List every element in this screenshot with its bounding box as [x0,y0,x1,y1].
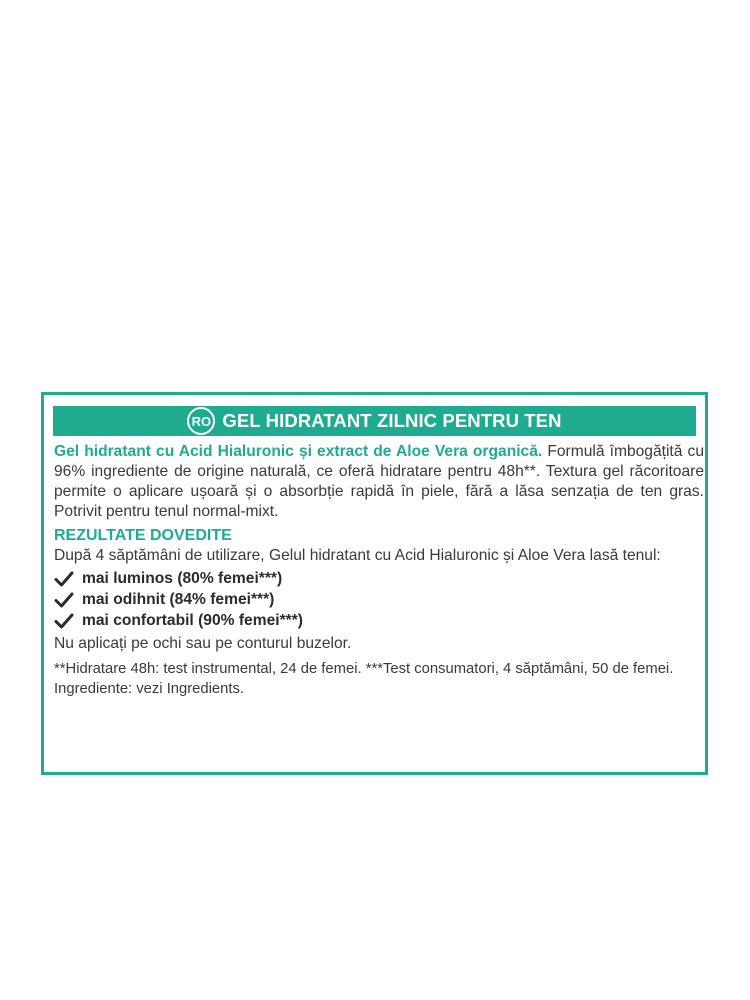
results-list [54,568,704,631]
label-header-bar [53,406,696,436]
description-lead: Gel hidratant cu Acid Hialuronic și extract de Aloe Vera organică. [54,443,543,460]
check-icon [54,570,74,588]
result-item-text: mai confortabil (90% femei***) [82,611,303,629]
results-heading: REZULTATE DOVEDITE [54,527,232,544]
usage-warning: Nu aplicați pe ochi sau pe conturul buzelor. [54,635,352,652]
product-description [54,442,704,522]
footnote-tests: **Hidratare 48h: test instrumental, 24 de femei. ***Test consumatori, 4 săptămâni, 50 de femei. [54,661,674,677]
product-label [41,392,708,775]
results-intro: După 4 săptămâni de utilizare, Gelul hidratant cu Acid Hialuronic și Aloe Vera lasă tenul: [54,547,661,564]
result-item [54,589,704,610]
check-icon [54,591,74,609]
language-badge: RO [187,407,215,435]
check-icon [54,612,74,630]
footnote-ingredients: Ingrediente: vezi Ingredients. [54,681,245,697]
description-body: Formulă îmbogățită cu 96% ingrediente de origine naturală, ce oferă hidratare pentru 48h**. Textura gel răcoritoare permite o aplicare ușoară și o absorbție rapidă în piele, fără a lăsa senzația de ten gras. Potrivit pentru tenul normal-mixt. [54,443,704,520]
footnote [54,659,704,699]
label-content [54,442,704,699]
result-item-text: mai luminos (80% femei***) [82,569,283,587]
result-item [54,610,704,631]
label-title: GEL HIDRATANT ZILNIC PENTRU TEN [222,410,562,431]
result-item [54,568,704,589]
result-item-text: mai odihnit (84% femei***) [82,590,275,608]
